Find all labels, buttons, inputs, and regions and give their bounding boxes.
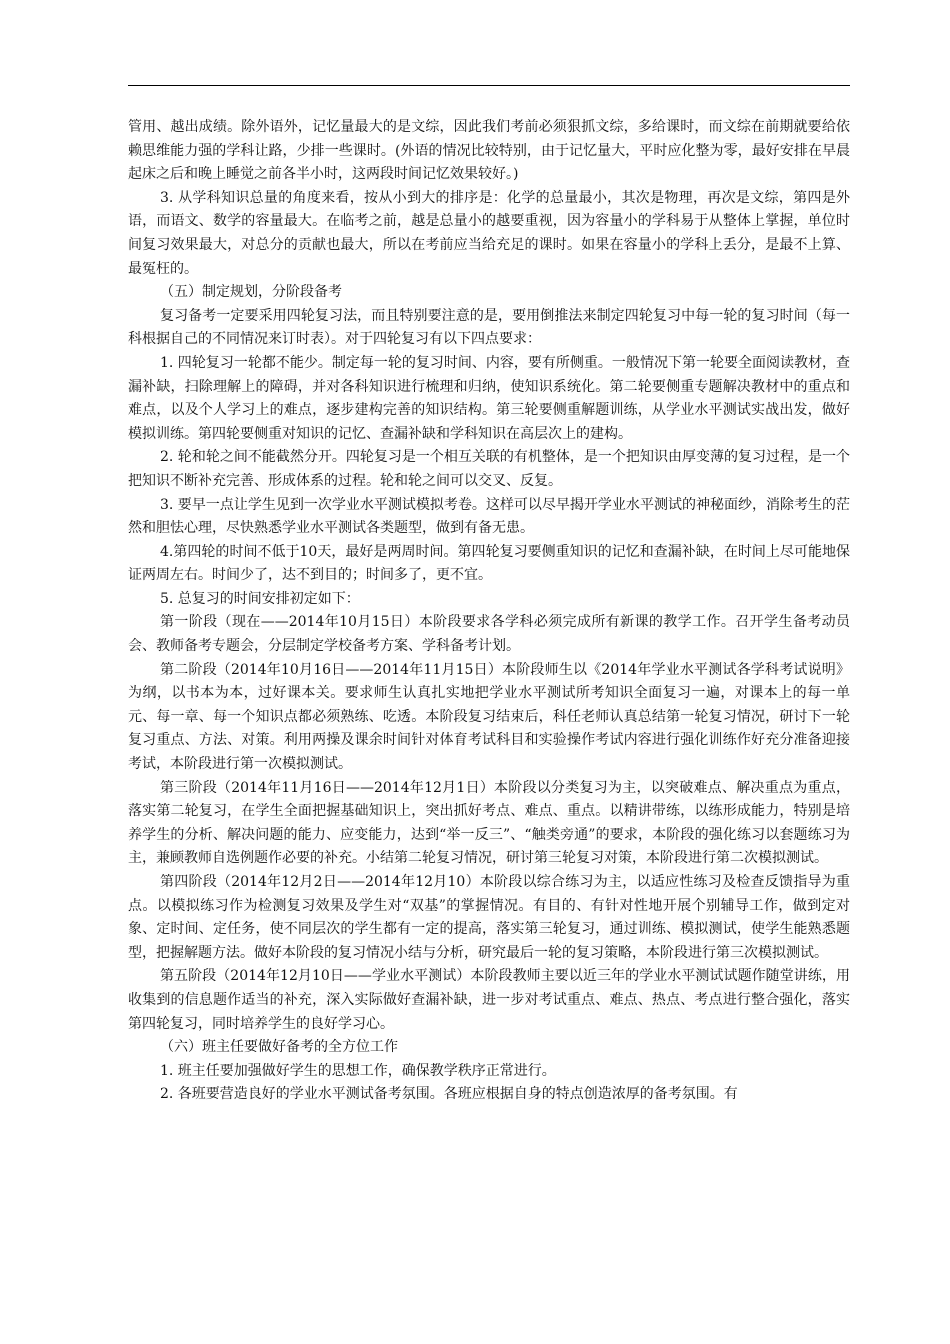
paragraph: 第三阶段（2014年11月16日——2014年12月1日）本阶段以分类复习为主，以突破难点、解决重点为重点，落实第二轮复习，在学生全面把握基础知识上，突出抓好考点、难点、重点。以精讲带练，以练形成能力，特别是培养学生的分析、解决问题的能力、应变能力，达到“举一反三”、“触类旁通”的要求，本阶段的强化练习以套题练习为主，兼顾教师自选例题作必要的补充。小结第二轮复习情况，研讨第三轮复习对策，本阶段进行第二次模拟测试。 <box>128 779 850 867</box>
paragraph: 第五阶段（2014年12月10日——学业水平测试）本阶段教师主要以近三年的学业水平测试试题作随堂讲练，用收集到的信息题作适当的补充，深入实际做好查漏补缺，进一步对考试重点、难点、热点、考点进行整合强化，落实第四轮复习，同时培养学生的良好学习心。 <box>128 968 850 1032</box>
paragraph: （六）班主任要做好备考的全方位工作 <box>160 1039 398 1056</box>
paragraph: 1. 班主任要加强做好学生的思想工作，确保教学秩序正常进行。 <box>160 1062 556 1079</box>
paragraph: （五）制定规划，分阶段备考 <box>160 284 342 301</box>
paragraph: 复习备考一定要采用四轮复习法，而且特别要注意的是，要用倒推法来制定四轮复习中每一轮的复习时间（每一科根据自己的不同情况来订时表）。对于四轮复习有以下四点要求： <box>128 307 850 348</box>
paragraph: 4.第四轮的时间不低于10天，最好是两周时间。第四轮复习要侧重知识的记忆和查漏补缺，在时间上尽可能地保证两周左右。时间少了，达不到目的；时间多了，更不宜。 <box>128 543 850 584</box>
paragraph: 3. 从学科知识总量的角度来看，按从小到大的排序是：化学的总量最小，其次是物理，再次是文综，第四是外语，而语文、数学的容量最大。在临考之前，越是总量小的越要重视，因为容量小的学科易于从整体上掌握，单位时间复习效果最大，对总分的贡献也最大，所以在考前应当给充足的课时。如果在容量小的学科上丢分，是最不上算、最冤枉的。 <box>128 189 850 277</box>
paragraph: 2. 轮和轮之间不能截然分开。四轮复习是一个相互关联的有机整体，是一个把知识由厚变薄的复习过程，是一个把知识不断补充完善、形成体系的过程。轮和轮之间可以交叉、反复。 <box>128 449 850 489</box>
paragraph: 5. 总复习的时间安排初定如下： <box>160 590 360 607</box>
paragraph: 第一阶段（现在——2014年10月15日）本阶段要求各学科必须完成所有新课的教学工作。召开学生备考动员会、教师备考专题会，分层制定学校备考方案、学科备考计划。 <box>128 614 850 655</box>
paragraph: 第四阶段（2014年12月2日——2014年12月10）本阶段以综合练习为主，以适应性练习及检查反馈指导为重点。以模拟练习作为检测复习效果及学生对“双基”的掌握情况。有目的、有针对性地开展个别辅导工作，做到定对象、定时间、定任务，使不同层次的学生都有一定的提高，落实第三轮复习，通过训练、模拟测试，使学生能熟悉题型，把握解题方法。做好本阶段的复习情况小结与分析，研究最后一轮的复习策略，本阶段进行第三次模拟测试。 <box>128 874 850 961</box>
header-rule <box>128 85 850 86</box>
paragraph: 管用、越出成绩。除外语外，记忆量最大的是文综，因此我们考前必须狠抓文综，多给课时，而文综在前期就要给依赖思维能力强的学科让路，少排一些课时。(外语的情况比较特别，由于记忆量大，平时应化整为零，最好安排在早晨起床之后和晚上睡觉之前各半小时，这两段时间记忆效果较好。) <box>128 119 850 183</box>
paragraph: 1. 四轮复习一轮都不能少。制定每一轮的复习时间、内容，要有所侧重。一般情况下第一轮要全面阅读教材，查漏补缺，扫除理解上的障碍，并对各科知识进行梳理和归纳，使知识系统化。第二轮要侧重专题解决教材中的重点和难点，以及个人学习上的难点，逐步建构完善的知识结构。第三轮要侧重解题训练，从学业水平测试实战出发，做好模拟训练。第四轮要侧重对知识的记忆、查漏补缺和学科知识在高层次上的建构。 <box>128 354 850 442</box>
paragraph: 3. 要早一点让学生见到一次学业水平测试模拟考卷。这样可以尽早揭开学业水平测试的神秘面纱，消除考生的茫然和胆怯心理，尽快熟悉学业水平测试各类题型，做到有备无患。 <box>128 496 850 537</box>
paragraph: 2. 各班要营造良好的学业水平测试备考氛围。各班应根据自身的特点创造浓厚的备考氛围。有 <box>160 1086 738 1103</box>
paragraph: 第二阶段（2014年10月16日——2014年11月15日）本阶段师生以《2014年学业水平测试各学科考试说明》为纲，以书本为本，过好课本关。要求师生认真扎实地把学业水平测试所考知识全面复习一遍，对课本上的每一单元、每一章、每一个知识点都必须熟练、吃透。本阶段复习结束后，科任老师认真总结第一轮复习情况，研讨下一轮复习重点、方法、对策。利用两操及课余时间针对体育考试科目和实验操作考试内容进行强化训练作好充分准备迎接考试，本阶段进行第一次模拟测试。 <box>128 661 850 773</box>
document-body <box>128 116 850 1107</box>
